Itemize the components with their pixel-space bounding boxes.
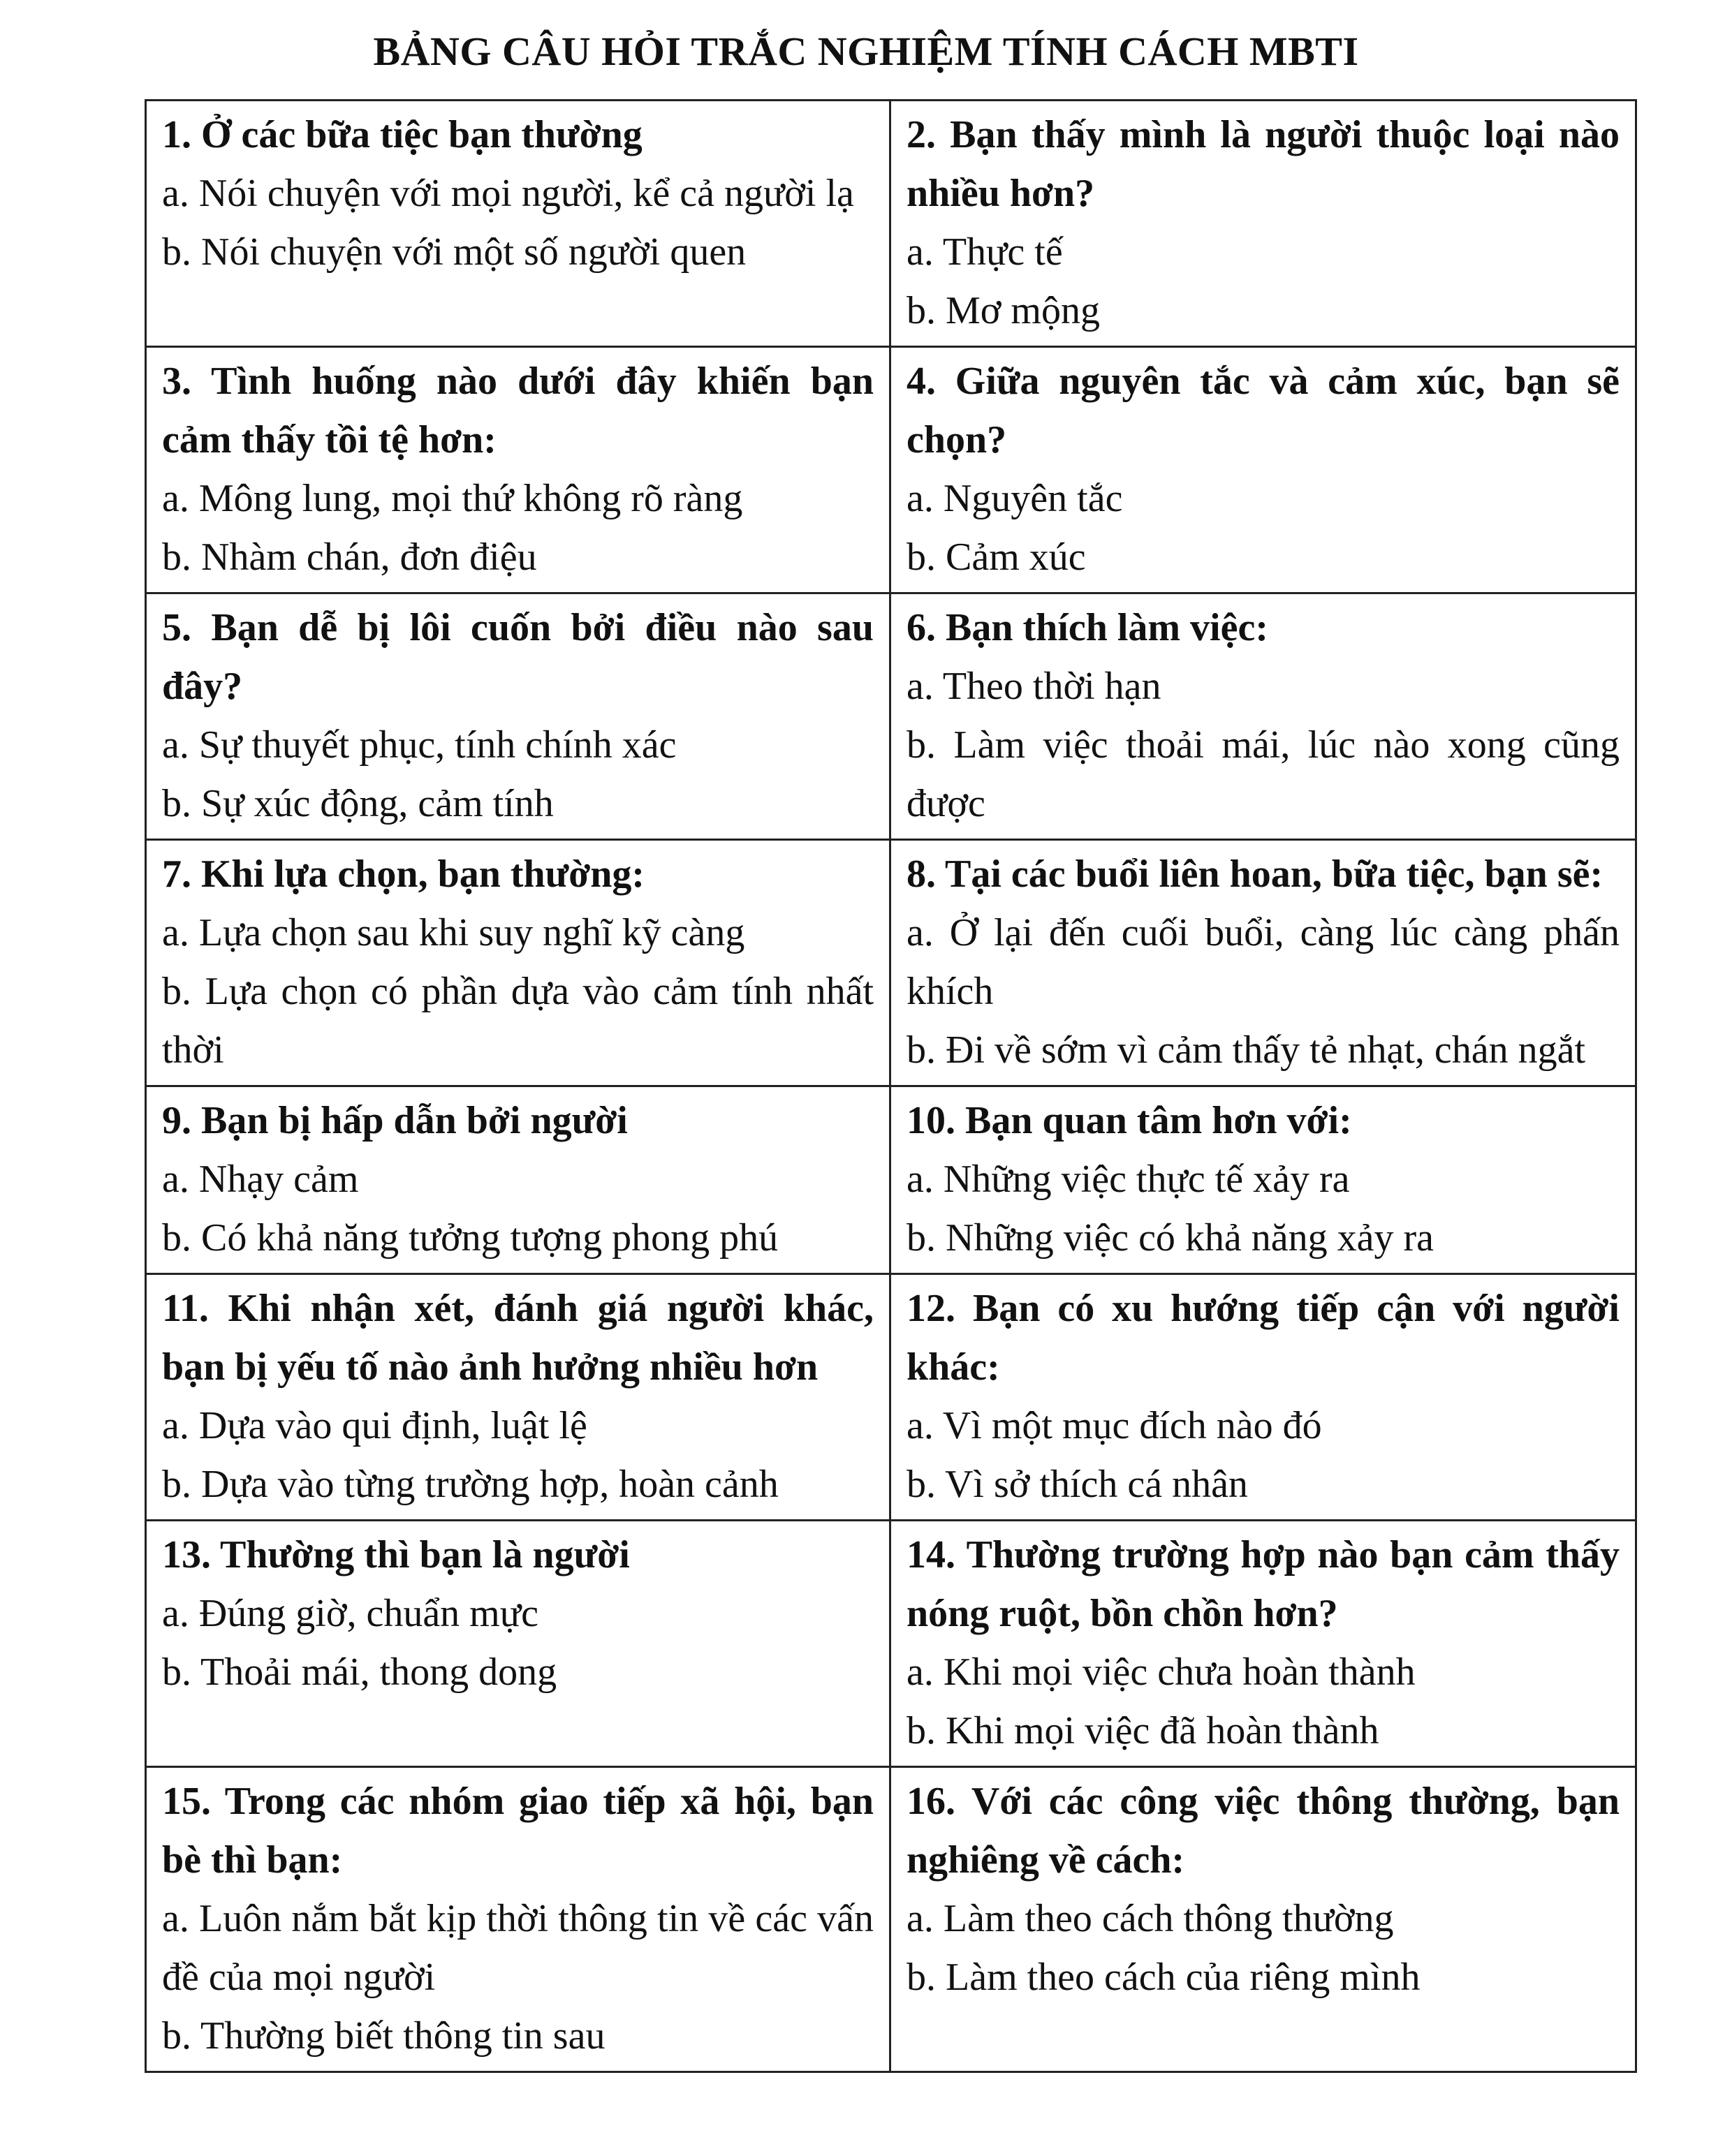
question-text: 7. Khi lựa chọn, bạn thường:	[162, 852, 645, 896]
question-table	[145, 99, 1637, 2073]
option-b: b. Sự xúc động, cảm tính	[162, 782, 554, 825]
table-row	[146, 347, 1636, 593]
option-a: a. Nhạy cảm	[162, 1158, 359, 1201]
question-cell-12	[890, 1274, 1636, 1521]
option-b: b. Nhàm chán, đơn điệu	[162, 536, 537, 579]
question-text: 16. Với các công việc thông thường, bạn nghiêng về cách:	[907, 1780, 1620, 1882]
table-row	[146, 593, 1636, 840]
page-title: BẢNG CÂU HỎI TRẮC NGHIỆM TÍNH CÁCH MBTI	[373, 29, 1359, 74]
option-a: a. Vì một mục đích nào đó	[907, 1404, 1322, 1447]
question-cell-2	[890, 101, 1636, 347]
question-text: 9. Bạn bị hấp dẫn bởi người	[162, 1099, 628, 1142]
question-text: 15. Trong các nhóm giao tiếp xã hội, bạn bè thì bạn:	[162, 1780, 874, 1882]
question-cell-6	[890, 593, 1636, 840]
question-cell-9	[146, 1086, 890, 1274]
question-text: 11. Khi nhận xét, đánh giá người khác, bạn bị yếu tố nào ảnh hưởng nhiều hơn	[162, 1287, 874, 1389]
option-a: a. Đúng giờ, chuẩn mực	[162, 1592, 538, 1635]
question-text: 8. Tại các buổi liên hoan, bữa tiệc, bạn sẽ:	[907, 852, 1603, 896]
table-row	[146, 1274, 1636, 1521]
question-cell-13	[146, 1521, 890, 1767]
option-b: b. Dựa vào từng trường hợp, hoàn cảnh	[162, 1463, 779, 1506]
option-b: b. Thường biết thông tin sau	[162, 2014, 606, 2058]
question-cell-14	[890, 1521, 1636, 1767]
option-b: b. Làm theo cách của riêng mình	[907, 1956, 1421, 1999]
question-cell-15	[146, 1767, 890, 2072]
option-a: a. Khi mọi việc chưa hoàn thành	[907, 1651, 1416, 1694]
option-a: a. Nguyên tắc	[907, 477, 1123, 520]
question-cell-10	[890, 1086, 1636, 1274]
table-row	[146, 840, 1636, 1086]
question-cell-5	[146, 593, 890, 840]
option-a: a. Mông lung, mọi thứ không rõ ràng	[162, 477, 743, 520]
option-b: b. Có khả năng tưởng tượng phong phú	[162, 1216, 779, 1260]
question-text: 6. Bạn thích làm việc:	[907, 606, 1268, 649]
option-b: b. Làm việc thoải mái, lúc nào xong cũng được	[907, 723, 1620, 825]
question-cell-1	[146, 101, 890, 347]
option-b: b. Mơ mộng	[907, 289, 1100, 332]
option-a: a. Luôn nắm bắt kịp thời thông tin về các vấn đề của mọi người	[162, 1897, 874, 1999]
option-a: a. Thực tế	[907, 230, 1063, 274]
table-row	[146, 101, 1636, 347]
option-a: a. Những việc thực tế xảy ra	[907, 1158, 1350, 1201]
table-row	[146, 1086, 1636, 1274]
question-cell-11	[146, 1274, 890, 1521]
option-b: b. Lựa chọn có phần dựa vào cảm tính nhất thời	[162, 970, 874, 1072]
option-b: b. Những việc có khả năng xảy ra	[907, 1216, 1434, 1260]
option-b: b. Khi mọi việc đã hoàn thành	[907, 1709, 1379, 1752]
question-text: 13. Thường thì bạn là người	[162, 1533, 630, 1577]
table-row	[146, 1767, 1636, 2072]
option-a: a. Dựa vào qui định, luật lệ	[162, 1404, 587, 1447]
option-a: a. Sự thuyết phục, tính chính xác	[162, 723, 677, 767]
question-cell-3	[146, 347, 890, 593]
question-text: 10. Bạn quan tâm hơn với:	[907, 1099, 1352, 1142]
question-text: 4. Giữa nguyên tắc và cảm xúc, bạn sẽ chọn?	[907, 360, 1620, 462]
option-a: a. Làm theo cách thông thường	[907, 1897, 1394, 1940]
question-cell-4	[890, 347, 1636, 593]
question-cell-16	[890, 1767, 1636, 2072]
option-b: b. Cảm xúc	[907, 536, 1086, 579]
question-text: 12. Bạn có xu hướng tiếp cận với người khác:	[907, 1287, 1620, 1389]
option-a: a. Lựa chọn sau khi suy nghĩ kỹ càng	[162, 911, 745, 954]
option-b: b. Đi về sớm vì cảm thấy tẻ nhạt, chán ngắt	[907, 1028, 1586, 1072]
option-a: a. Theo thời hạn	[907, 665, 1161, 708]
question-text: 1. Ở các bữa tiệc bạn thường	[162, 113, 643, 156]
question-cell-7	[146, 840, 890, 1086]
question-text: 5. Bạn dễ bị lôi cuốn bởi điều nào sau đây?	[162, 606, 874, 708]
option-b: b. Nói chuyện với một số người quen	[162, 230, 747, 274]
question-text: 2. Bạn thấy mình là người thuộc loại nào nhiều hơn?	[907, 113, 1620, 215]
option-a: a. Ở lại đến cuối buổi, càng lúc càng phấn khích	[907, 911, 1620, 1013]
question-cell-8	[890, 840, 1636, 1086]
option-b: b. Vì sở thích cá nhân	[907, 1463, 1248, 1506]
option-b: b. Thoải mái, thong dong	[162, 1651, 557, 1694]
table-row	[146, 1521, 1636, 1767]
question-text: 14. Thường trường hợp nào bạn cảm thấy nóng ruột, bồn chồn hơn?	[907, 1533, 1620, 1635]
question-text: 3. Tình huống nào dưới đây khiến bạn cảm thấy tồi tệ hơn:	[162, 360, 874, 462]
option-a: a. Nói chuyện với mọi người, kể cả người lạ	[162, 172, 854, 215]
